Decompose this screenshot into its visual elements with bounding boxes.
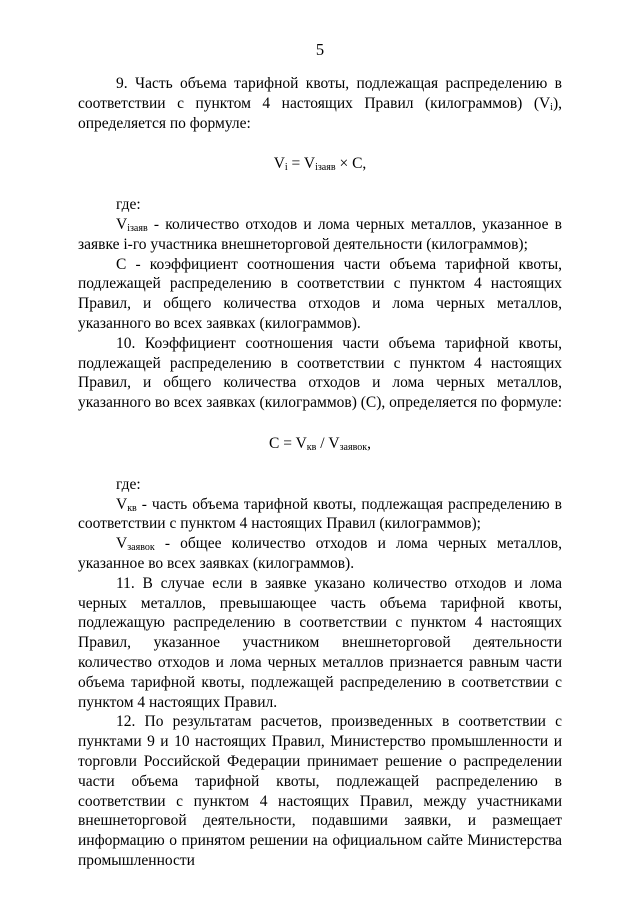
where-label-1: где:: [116, 196, 141, 214]
subscript-i: i: [550, 101, 553, 113]
formula-c: $C = V_{кв} / V_{заявок}$,: [269, 434, 371, 453]
definition-v-kv: $V_{кв}$ - часть объема тарифной квоты, подлежащая распределению в соответствии с пунктом 4 настоящих Правил (килограммов);: [78, 495, 562, 533]
paragraph-12: 12. По результатам расчетов, произведенных в соответствии с пунктами 9 и 10 настоящих Правил, Министерство промышленности и торговли Российской Федерации принимает решение о распределении части объема тарифной квоты, подлежащей распределению в соответствии с пунктом 4 настоящих Правил, между участниками внешнеторговой деятельности, подавшими заявки, и размещает информацию о принятом решении на официальном сайте Министерства промышленности: [78, 713, 562, 869]
document-body: [78, 74, 562, 871]
paragraph-10: 10. Коэффициент соотношения части объема тарифной квоты, подлежащей распределению в соответствии с пунктом 4 настоящих Правил, и общего количества отходов и лома черных металлов, указанного во всех заявках (килограммов) (C), определяется по формуле:: [78, 334, 562, 412]
definition-v-izayav: $V_{iзаяв}$ - количество отходов и лома черных металлов, указанное в заявке i-го участника внешнеторговой деятельности (килограммов);: [78, 215, 562, 253]
definition-v-zayavok: $V_{заявок}$ - общее количество отходов и лома черных металлов, указанное во всех заявках (килограммов).: [78, 535, 562, 572]
formula-vi: $V_i = V_{iзаяв} \times C$,: [273, 155, 367, 174]
page-number: 5: [315, 40, 325, 59]
where-label-2: где:: [116, 475, 141, 493]
definition-c: C - коэффициент соотношения части объема тарифной квоты, подлежащей распределению в соответствии с пунктом 4 настоящих Правил, и общего количества отходов и лома черных металлов, указанного во всех заявках (килограммов).: [78, 255, 562, 332]
paragraph-9: 9. Часть объема тарифной квоты, подлежащая распределению в соответствии с пунктом 4 настоящих Правил (килограммов) $(V_i)$, определяется по формуле:: [78, 75, 562, 132]
paragraph-11: 11. В случае если в заявке указано количество отходов и лома черных металлов, превышающее часть объема тарифной квоты, подлежащую распределению в соответствии с пунктом 4 настоящих Правил, указанное участником внешнеторговой деятельности количество отходов и лома черных металлов признается равным части объема тарифной квоты, подлежащей распределению в соответствии с пунктом 4 настоящих Правил.: [78, 574, 562, 711]
